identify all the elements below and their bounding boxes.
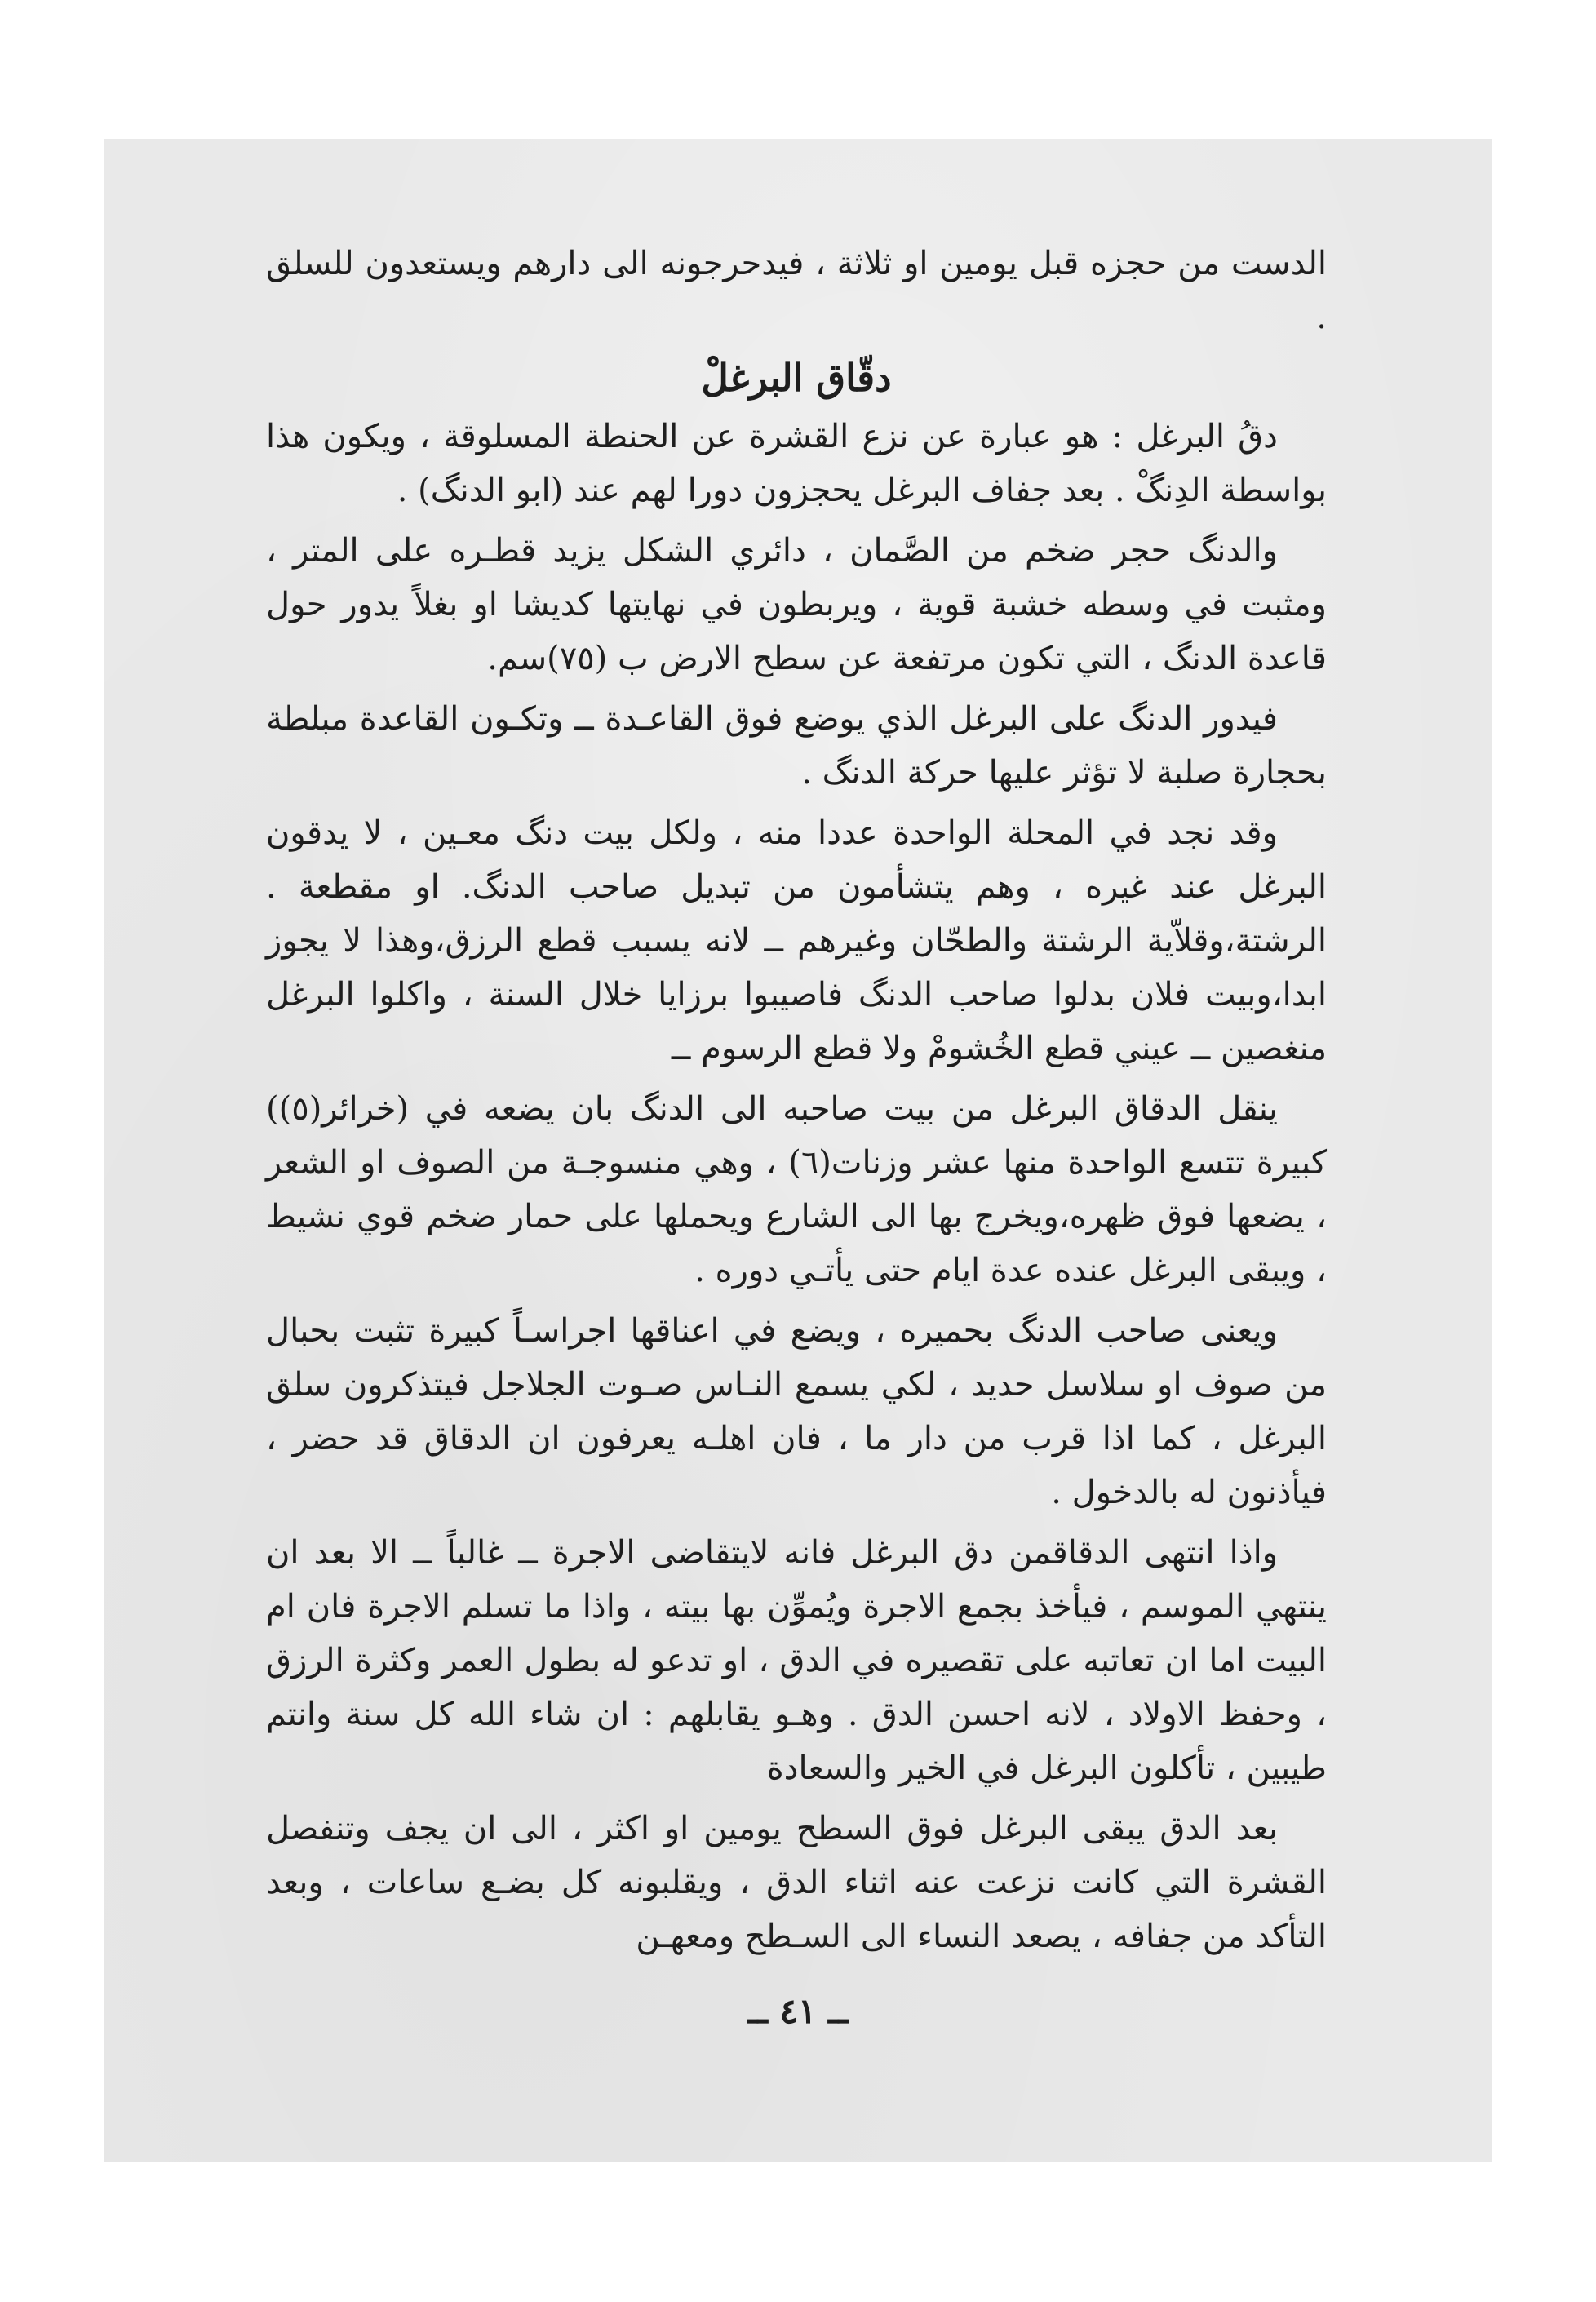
section-heading: دقّاق البرغلْ bbox=[701, 356, 892, 400]
paragraph: والدنگ حجر ضخم من الصَّمان ، دائري الشكل يزيد قطـره على المتر ، ومثبت في وسطه خشبة قوية ، ويربطون في نهايتها كديشا او بغلاً يدور حول قاعدة الدنگ ، التي تكون مرتفعة عن سطح الارض ب (٧٥)سم. bbox=[266, 532, 1327, 677]
paragraph: وقد نجد في المحلة الواحدة عددا منه ، ولكل بيت دنگ معـين ، لا يدقون البرغل عند غيره ، وهم يتشأمون من تبديل صاحب الدنگ. او مقطعة . الرشتة،وقلاّية الرشتة والطحّان وغيرهم ــ لانه يسبب قطع الرزق،وهذا لا يجوز ابدا،وبيت فلان بدلوا صاحب الدنگ فاصيبوا برزايا خلال السنة ، واكلوا البرغل منغصين ــ عيني قطع الخُشومْ ولا قطع الرسوم ــ bbox=[266, 814, 1327, 1067]
paragraph: بعد الدق يبقى البرغل فوق السطح يومين او اكثر ، الى ان يجف وتنفصل القشرة التي كانت نزعت عنه اثناء الدق ، ويقلبونه كل بضـع ساعات ، وبعد التأكد من جفافه ، يصعد النساء الى السـطح ومعهـن bbox=[266, 1810, 1327, 1955]
paragraph: ينقل الدقاق البرغل من بيت صاحبه الى الدنگ بان يضعه في (خرائر(٥)) كبيرة تتسع الواحدة منها عشر وزنات(٦) ، وهي منسوجـة من الصوف او الشعر ، يضعها فوق ظهره،ويخرج بها الى الشارع ويحملها على حمار ضخم قوي نشيط ، ويبقى البرغل عنده عدة ايام حتى يأتـي دوره . bbox=[266, 1090, 1327, 1289]
page-number: ــ ٤١ ــ bbox=[747, 1991, 849, 2031]
paragraph: فيدور الدنگ على البرغل الذي يوضع فوق القاعـدة ــ وتكـون القاعدة مبلطة بحجارة صلبة لا تؤثر عليها حركة الدنگ . bbox=[266, 700, 1327, 792]
paragraph: واذا انتهى الدقاقمن دق البرغل فانه لايتقاضى الاجرة ــ غالباً ــ الا بعد ان ينتهي الموسم ، فيأخذ بجمع الاجرة ويُموِّن بها بيته ، واذا ما تسلم الاجرة فان ام البيت اما ان تعاتبه على تقصيره في الدق ، او تدعو له بطول العمر وكثرة الرزق ، وحفظ الاولاد ، لانه احسن الدق . وهـو يقابلهم : ان شاء الله كل سنة وانتم طيبين ، تأكلون البرغل في الخير والسعادة bbox=[266, 1534, 1327, 1787]
paragraph: ويعنى صاحب الدنگ بحميره ، ويضع في اعناقها اجراسـاً كبيرة تثبت بحبال من صوف او سلاسل حديد ، لكي يسمع النـاس صـوت الجلاجل فيتذكرون سلق البرغل ، كما اذا قرب من دار ما ، فان اهلـه يعرفون ان الدقاق قد حضر ، فيأذنون له بالدخول . bbox=[266, 1312, 1327, 1511]
paragraph: الدست من حجزه قبل يومين او ثلاثة ، فيدحرجونه الى دارهم ويستعدون للسلق . bbox=[266, 245, 1327, 336]
page-text-body bbox=[266, 237, 1327, 1970]
paragraph: دقُ البرغل : هو عبارة عن نزع القشرة عن الحنطة المسلوقة ، ويكون هذا بواسطة الدِنگْ . بعد جفاف البرغل يحجزون دورا لهم عند (ابو الدنگ) . bbox=[266, 418, 1327, 509]
